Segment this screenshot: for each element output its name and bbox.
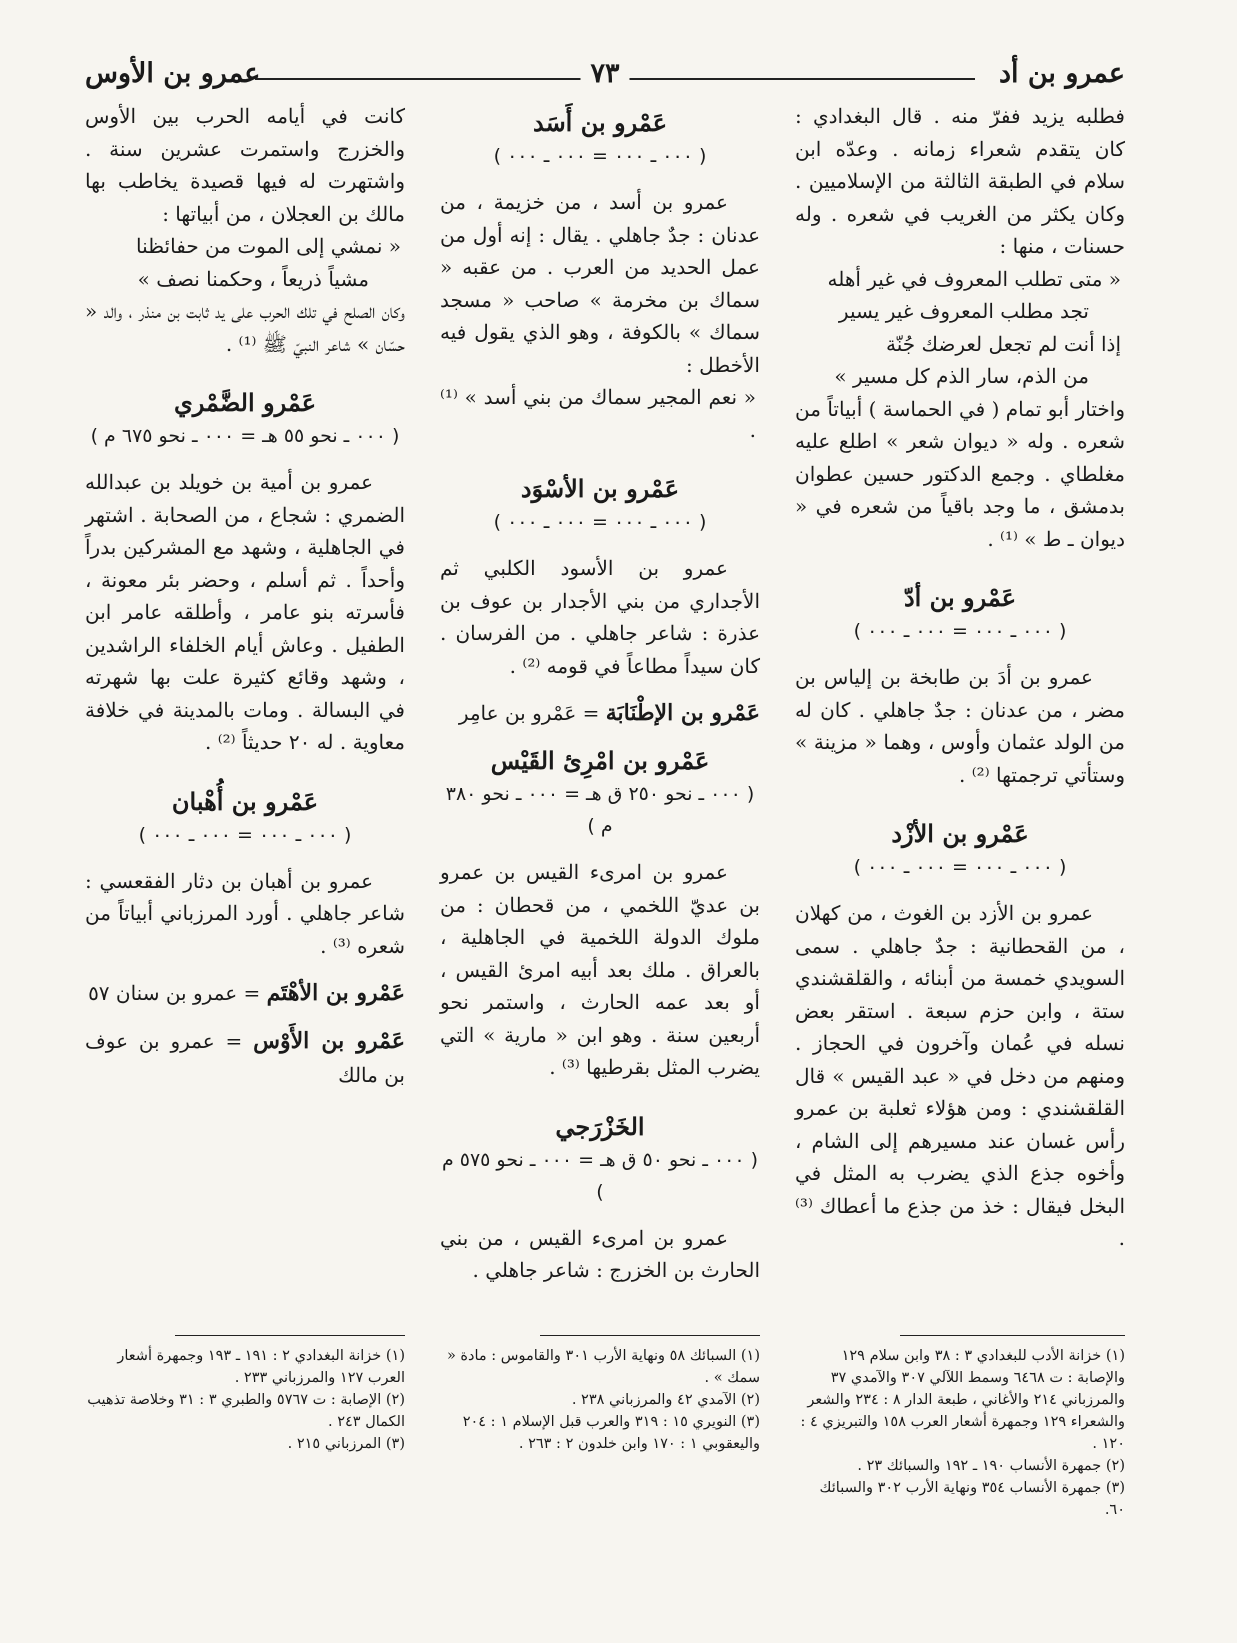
footnote: (١) خزانة البغدادي ٢ : ١٩١ ـ ١٩٣ وجمهرة أشعار العرب ١٢٧ والمرزباني ٢٣٣ . [117,1348,405,1386]
entry-body: عمرو بن الأزد بن الغوث ، من كهلان ، من القحطانية : جدٌ جاهلي . سمى السويدي خمسة من أبنائه ، والقلقشندي ستة ، وابن حزم سبعة . استقر بعض نسله في عُمان وآخرون في الحجاز . ومنهم من دخل في « عبد القيس » قال القلقشندي : ومن هؤلاء ثعلبة بن عمرو رأس غسان عند مسيرهم إلى الشام ، وأخوه جذع الذي يضرب به المثل في البخل فيقال : خذ من جذع ما أعطاك ⁽³⁾ . [795,901,1125,1250]
entry-dates: ( ٠٠٠ ـ نحو ٥٥ هـ = ٠٠٠ ـ نحو ٦٧٥ م ) [90,425,400,447]
entry-body: عمرو بن أهبان بن دثار الفقعسي : شاعر جاهلي . أورد المرزباني أبياتاً من شعره ⁽³⁾ . [85,868,405,958]
entry-body: عمرو بن أسد ، من خزيمة ، من عدنان : جدٌ جاهلي . يقال : إنه أول من عمل الحديد من العرب . من عقبه « سماك بن مخرمة » صاحب « مسجد سماك » بالكوفة ، وهو الذي يقول فيه الأخطل : [440,190,760,377]
entry-title: عَمْرو الضَّمْري [173,388,317,417]
footnote: (٢) جمهرة الأنساب ١٩٠ ـ ١٩٢ والسبائك ٢٣ . [857,1458,1125,1474]
verse-line: « متى تطلب المعروف في غير أهله [827,266,1121,291]
left-column [85,100,405,1106]
right-column [795,100,1125,1255]
footnote: (٢) الآمدي ٤٢ والمرزباني ٢٣٨ . [571,1392,760,1408]
cross-reference [85,1024,405,1092]
xref-target: = عَمْرو بن عامِر [458,701,600,725]
page-header [85,58,1125,98]
footnote: (٢) الإصابة : ت ٥٧٦٧ والطبري ٣ : ٣١ وخلاصة تذهيب الكمال ٢٤٣ . [87,1392,405,1430]
entry-title: عَمْرو بن أدّ [903,583,1017,612]
cross-reference [85,976,405,1010]
entry-body: عمرو بن امرىء القيس ، من بني الحارث بن الخزرج : شاعر جاهلي . [440,1225,760,1282]
entry-body: عمرو بن أدَ بن طابخة بن إلياس بن مضر ، من عدنان : جدٌ جاهلي . كان له من الولد عثمان وأوس ، وهما « مزينة » وستأتي ترجمتها ⁽²⁾ . [795,665,1125,787]
verse-line: إذا أنت لم تجعل لعرضك جُنّة [886,331,1121,356]
verse-line: مشياً ذريعاً ، وحكمنا نصف » [137,266,369,291]
continuation-text: كانت في أيامه الحرب بين الأوس والخزرج واستمرت عشرين سنة . واشتهرت له فيها قصيدة يخاطب بها مالك بن العجلان ، من أبياتها : [85,104,405,226]
xref-name: عَمْرو بن الأهْتَم [266,980,405,1006]
footnotes-right [795,1345,1125,1521]
paragraph: وكان الصلح في تلك الحرب على يد ثابت بن منذر ، والد « حسّان » شاعر النبيّ ﷺ ⁽¹⁾ . [85,299,405,356]
verse-line: « نمشي إلى الموت من حفائظنا [136,234,401,258]
verse-line: تجد مطلب المعروف غير يسير [838,299,1089,323]
footnote-rule [900,1335,1125,1336]
entry-dates: ( ٠٠٠ ـ ٠٠٠ = ٠٠٠ ـ ٠٠٠ ) [853,856,1067,878]
entry-dates: ( ٠٠٠ ـ ٠٠٠ = ٠٠٠ ـ ٠٠٠ ) [493,511,707,533]
entry-title: عَمْرو بن أَسَد [532,108,668,137]
verse-line: من الذم، سار الذم كل مسير » [834,364,1089,388]
footnote: (١) السبائك ٥٨ ونهاية الأرب ٣٠١ والقاموس : مادة « سمك » . [446,1348,760,1386]
entry-dates: ( ٠٠٠ ـ نحو ٢٥٠ ق هـ = ٠٠٠ ـ نحو ٣٨٠ م ) [445,783,755,837]
cross-reference [440,696,760,730]
entry-title: عَمْرو بن الأسْوَد [520,474,680,503]
entry-dates: ( ٠٠٠ ـ ٠٠٠ = ٠٠٠ ـ ٠٠٠ ) [138,823,352,846]
middle-column [440,100,760,1287]
entry-title: عَمْرو بن امْرِئ القَيْس [490,746,710,775]
footnotes-middle [440,1345,760,1455]
xref-target: = عمرو بن عوف بن مالك [85,1029,405,1087]
footnotes-left [85,1345,405,1455]
xref-target: = عمرو بن سنان ٥٧ [88,981,261,1005]
entry-dates: ( ٠٠٠ ـ نحو ٥٠ ق هـ = ٠٠٠ ـ نحو ٥٧٥ م ) [441,1148,759,1203]
entry-title: عَمْرو بن أُهْبان [171,786,319,816]
footnote-rule [540,1335,760,1336]
footnote: (٣) المرزباني ٢١٥ . [287,1436,405,1452]
entry-title: عَمْرو بن الأزْد [891,819,1029,848]
verse-line: « نعم المجير سماك من بني أسد » ⁽¹⁾ . [440,385,756,442]
xref-name: عَمْرو بن الأَوْس [253,1028,406,1054]
entry-body: عمرو بن امرىء القيس بن عمرو بن عديّ اللخمي ، من قحطان : من ملوك الدولة اللخمية في الجاهلية ، بالعراق . ملك بعد أبيه امرئ القيس ، أو بعد عمه الحارث ، واستمر نحو أربعين سنة . وهو ابن « مارية » التي يضرب المثل بقرطيها ⁽³⁾ . [440,860,760,1079]
continuation-text: فطلبه يزيد ففرّ منه . قال البغدادي : كان يتقدم شعراء زمانه . وعدّه ابن سلام في الطبقة الثالثة من الإسلاميين . وكان يكثر من الغريب في شعره . وله حسنات ، منها : [795,104,1125,258]
running-head-left: عمرو بن الأوس [85,58,261,89]
footnote: (٣) النويري ١٥ : ٣١٩ والعرب قبل الإسلام ١ : ٢٠٤ واليعقوبي ١ : ١٧٠ وابن خلدون ٢ : ٢٦٣ . [462,1414,760,1452]
page-number: ٧٣ [580,58,629,89]
entry-dates: ( ٠٠٠ ـ ٠٠٠ = ٠٠٠ ـ ٠٠٠ ) [493,145,707,167]
xref-name: عَمْرو بن الإطْنَابَة [605,700,760,726]
paragraph: واختار أبو تمام ( في الحماسة ) أبياتاً من شعره . وله « ديوان شعر » اطلع عليه مغلطاي . وجمع الدكتور حسين عطوان بدمشق ، ما وجد باقياً من شعره في « ديوان ـ ط » ⁽¹⁾ . [795,396,1125,551]
entry-body: عمرو بن الأسود الكلبي ثم الأجداري من بني الأجدار بن عوف بن عذرة : شاعر جاهلي . من الفرسان . كان سيداً مطاعاً في قومه ⁽²⁾ . [440,556,760,678]
running-head-right: عمرو بن أد [998,58,1125,89]
entry-body: عمرو بن أمية بن خويلد بن عبدالله الضمري : شجاع ، من الصحابة . اشتهر في الجاهلية ، وشهد مع المشركين بدراً وأحداً . ثم أسلم ، وحضر بئر معونة ، فأسرته بنو عامر ، وأطلقه عامر ابن الطفيل . وعاش أيام الخلفاء الراشدين ، وشهد وقائع كثيرة علت بها شهرته في البسالة . ومات بالمدينة في خلافة معاوية . له ٢٠ حديثاً ⁽²⁾ . [85,470,405,754]
entry-title: الخَزْرَجي [555,1111,645,1141]
footnote-rule [175,1335,405,1336]
footnote: (١) خزانة الأدب للبغدادي ٣ : ٣٨ وابن سلام ١٢٩ والإصابة : ت ٦٤٦٨ وسمط اللآلي ٣٠٧ والآمدي ٣٧ والمرزباني ٢١٤ والأغاني ، طبعة الدار ٨ : ٢٣٤ والشعر والشعراء ١٢٩ وجمهرة أشعار العرب ١٥٨ والتبريزي ٤ : ١٢٠ . [800,1348,1125,1452]
entry-dates: ( ٠٠٠ ـ ٠٠٠ = ٠٠٠ ـ ٠٠٠ ) [853,620,1067,642]
footnote: (٣) جمهرة الأنساب ٣٥٤ ونهاية الأرب ٣٠٢ والسبائك ٦٠. [819,1480,1125,1518]
